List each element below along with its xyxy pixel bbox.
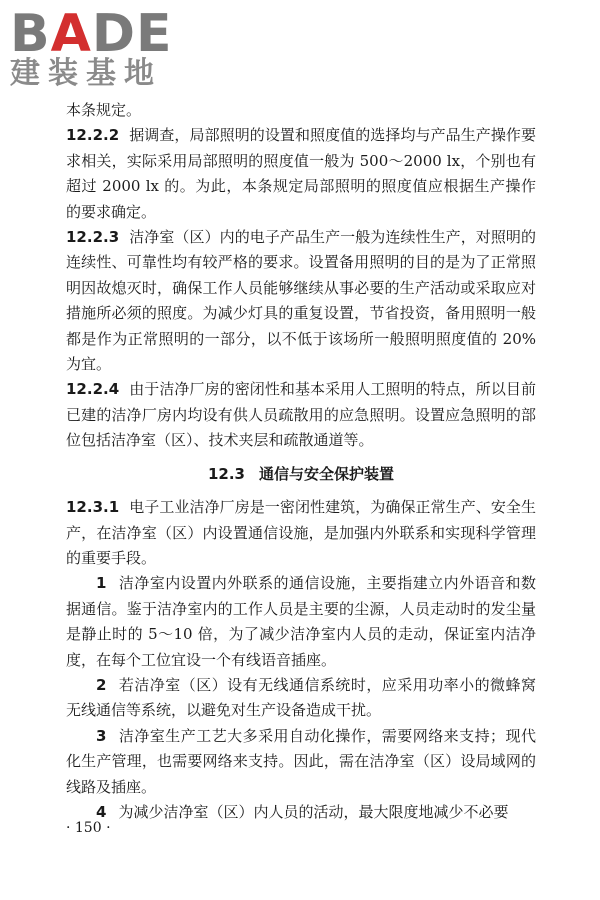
clause-12-2-2 [66,123,536,225]
item-number: 2 [96,675,107,694]
paragraph-continuation [66,98,536,123]
clause-12-2-4 [66,377,536,453]
logo-subtitle: 建装基地 [10,56,162,91]
clause-text: 洁净室（区）内的电子产品生产一般为连续性生产，对照明的连续性、可靠性均有较严格的要求。设置备用照明的目的是为了正常照明因故熄灭时，确保工作人员能够继续从事必要的生产活动或采取应对措施所必须的照度。为减少灯具的重复设置，节省投资，备用照明一般都是作为正常照明的一部分，以不低于该场所一般照明照度值的 20% 为宜。 [66,228,536,374]
section-title: 通信与安全保护装置 [259,464,395,483]
logo-wordmark [10,6,180,62]
item-number: 1 [96,574,107,593]
section-number: 12.3 [207,464,245,483]
item-number: 3 [96,726,107,745]
list-item [66,724,536,800]
clause-number: 12.2.2 [66,126,120,145]
clause-12-2-3 [66,225,536,377]
page-number: · 150 · [66,820,111,836]
list-item [66,673,536,724]
clause-text: 电子工业洁净厂房是一密闭性建筑，为确保正常生产、安全生产，在洁净室（区）内设置通信设施，是加强内外联系和实现科学管理的重要手段。 [66,498,536,567]
logo-letters-de: DE [91,4,173,64]
item-text: 洁净室生产工艺大多采用自动化操作，需要网络来支持；现代化生产管理，也需要网络来支持。因此，需在洁净室（区）设局域网的线路及插座。 [66,726,536,796]
clause-12-3-1 [66,495,536,571]
clause-number: 12.2.3 [66,228,120,247]
item-text: 为减少洁净室（区）内人员的活动，最大限度地减少不必要 [118,802,509,821]
clause-text: 由于洁净厂房的密闭性和基本采用人工照明的特点，所以目前已建的洁净厂房内均设有供人员疏散用的应急照明。设置应急照明的部位包括洁净室（区）、技术夹层和疏散通道等。 [66,380,536,450]
clause-number: 12.3.1 [66,498,120,517]
clause-number: 12.2.4 [66,380,120,399]
list-item [66,571,536,673]
section-heading [66,462,536,487]
item-number: 4 [96,802,107,821]
clause-text: 据调查，局部照明的设置和照度值的选择均与产品生产操作要求相关，实际采用局部照明的照度值一般为 500～2000 lx，个别也有超过 2000 lx 的。为此，本条规定局部照明的照度值应根据生产操作的要求确定。 [66,126,536,221]
list-item [66,800,536,825]
item-text: 若洁净室（区）设有无线通信系统时，应采用功率小的微蜂窝无线通信等系统，以避免对生产设备造成干扰。 [66,675,536,720]
logo-letter-b: B [10,4,51,64]
paragraph-text: 本条规定。 [66,101,142,119]
document-body [66,98,536,825]
logo-letter-a: A [50,4,92,64]
item-text: 洁净室内设置内外联系的通信设施，主要指建立内外语音和数据通信。鉴于洁净室内的工作人员是主要的尘源，人员走动时的发尘量是静止时的 5～10 倍，为了减少洁净室内人员的走动，保证室内洁净度，在每个工位宜设一个有线语音插座。 [66,574,536,669]
brand-logo [10,6,180,92]
